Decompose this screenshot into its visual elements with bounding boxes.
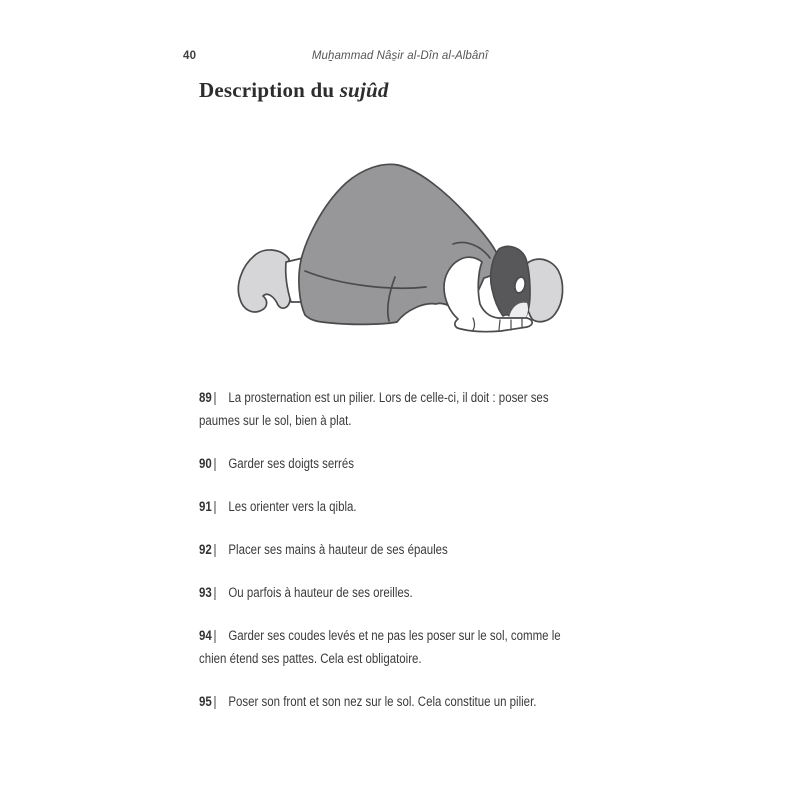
- paragraph-separator: |: [213, 499, 217, 514]
- paragraph-93: [199, 581, 590, 604]
- paragraph-92: [199, 538, 590, 561]
- paragraph-text: Garder ses coudes levés et ne pas les poser sur le sol, comme le chien étend ses pattes. Cela est obligatoire.: [199, 628, 561, 666]
- paragraph-text: La prosternation est un pilier. Lors de celle-ci, il doit : poser ses paumes sur le sol, bien à plat.: [199, 390, 549, 428]
- paragraph-95: [199, 690, 590, 713]
- paragraph-number: 91: [199, 499, 212, 514]
- paragraph-number: 92: [199, 542, 212, 557]
- paragraph-separator: |: [213, 694, 217, 709]
- page-title-italic: sujûd: [339, 78, 389, 102]
- paragraph-number: 90: [199, 456, 212, 471]
- paragraph-number: 95: [199, 694, 212, 709]
- sujud-illustration: [232, 150, 568, 346]
- paragraph-text: Garder ses doigts serrés: [228, 456, 355, 471]
- paragraph-separator: |: [213, 456, 217, 471]
- paragraph-separator: |: [213, 390, 217, 405]
- paragraph-text: Poser son front et son nez sur le sol. Cela constitue un pilier.: [228, 694, 537, 709]
- paragraph-91: [199, 495, 590, 518]
- paragraph-text: Les orienter vers la qibla.: [228, 499, 357, 514]
- paragraph-separator: |: [213, 585, 217, 600]
- figure-feet: [238, 250, 290, 312]
- paragraph-number: 94: [199, 628, 212, 643]
- paragraph-text: Ou parfois à hauteur de ses oreilles.: [228, 585, 413, 600]
- paragraph-text: Placer ses mains à hauteur de ses épaules: [228, 542, 448, 557]
- paragraph-list: [199, 386, 590, 733]
- paragraph-number: 89: [199, 390, 212, 405]
- page-title-regular: Description du: [199, 78, 340, 102]
- paragraph-89: [199, 386, 590, 432]
- paragraph-90: [199, 452, 590, 475]
- running-header: Muẖammad Nâs̱ir al-Dîn al-Albânî: [311, 50, 489, 62]
- page-number: 40: [183, 50, 197, 62]
- sujud-figure: [238, 164, 562, 331]
- paragraph-separator: |: [213, 542, 217, 557]
- paragraph-94: [199, 624, 590, 670]
- paragraph-separator: |: [213, 628, 217, 643]
- paragraph-number: 93: [199, 585, 212, 600]
- page-title: [199, 78, 389, 103]
